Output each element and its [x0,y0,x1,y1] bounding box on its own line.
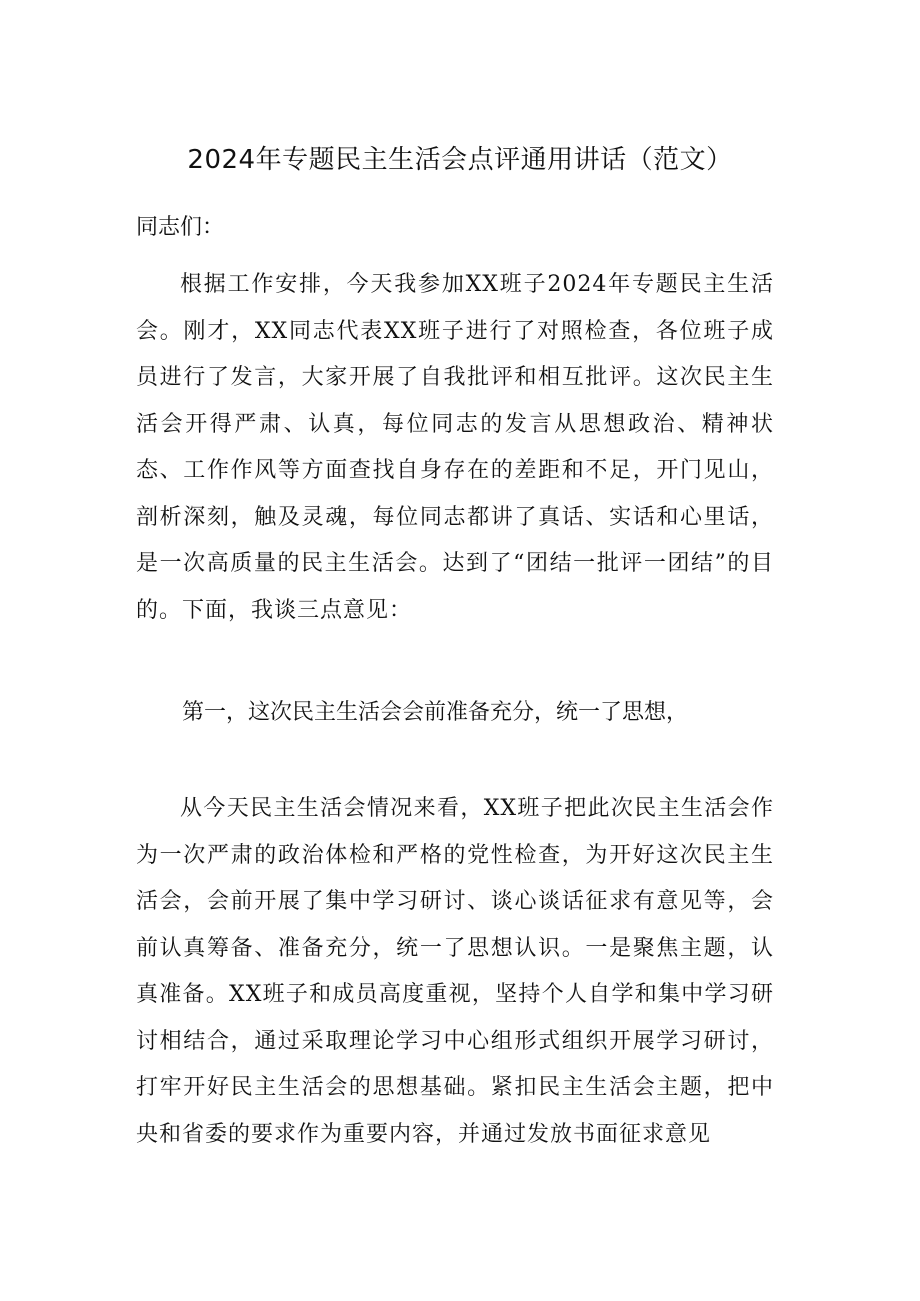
document-title: 2024年专题民主生活会点评通用讲话（范文） [187,145,733,175]
salutation: 同志们： [136,215,225,240]
body-paragraph: 根据工作安排，今天我参加XX班子2024年专题民主生活会。刚才，XX同志代表XX班子进行了对照检查，各位班子成员进行了发言，大家开展了自我批评和相互批评。这次民主生活会开得严肃、认真，每位同志的发言从思想政治、精神状态、工作作风等方面查找自身存在的差距和不足，开门见山，剖析深刻，触及灵魂，每位同志都讲了真话、实话和心里话，是一次高质量的民主生活会。达到了“团结一批评一团结”的目的。下面，我谈三点意见： [136,272,774,623]
body-paragraph: 从今天民主生活会情况来看，XX班子把此次民主生活会作为一次严肃的政治体检和严格的党性检查，为开好这次民主生活会，会前开展了集中学习研讨、谈心谈话征求有意见等，会前认真筹备、准备充分，统一了思想认识。一是聚焦主题，认真准备。XX班子和成员高度重视，坚持个人自学和集中学习研讨相结合，通过采取理论学习中心组形式组织开展学习研讨，打牢开好民主生活会的思想基础。紧扣民主生活会主题，把中央和省委的要求作为重要内容，并通过发放书面征求意见 [136,796,774,1147]
section-heading: 第一，这次民主生活会会前准备充分，统一了思想， [182,700,689,725]
